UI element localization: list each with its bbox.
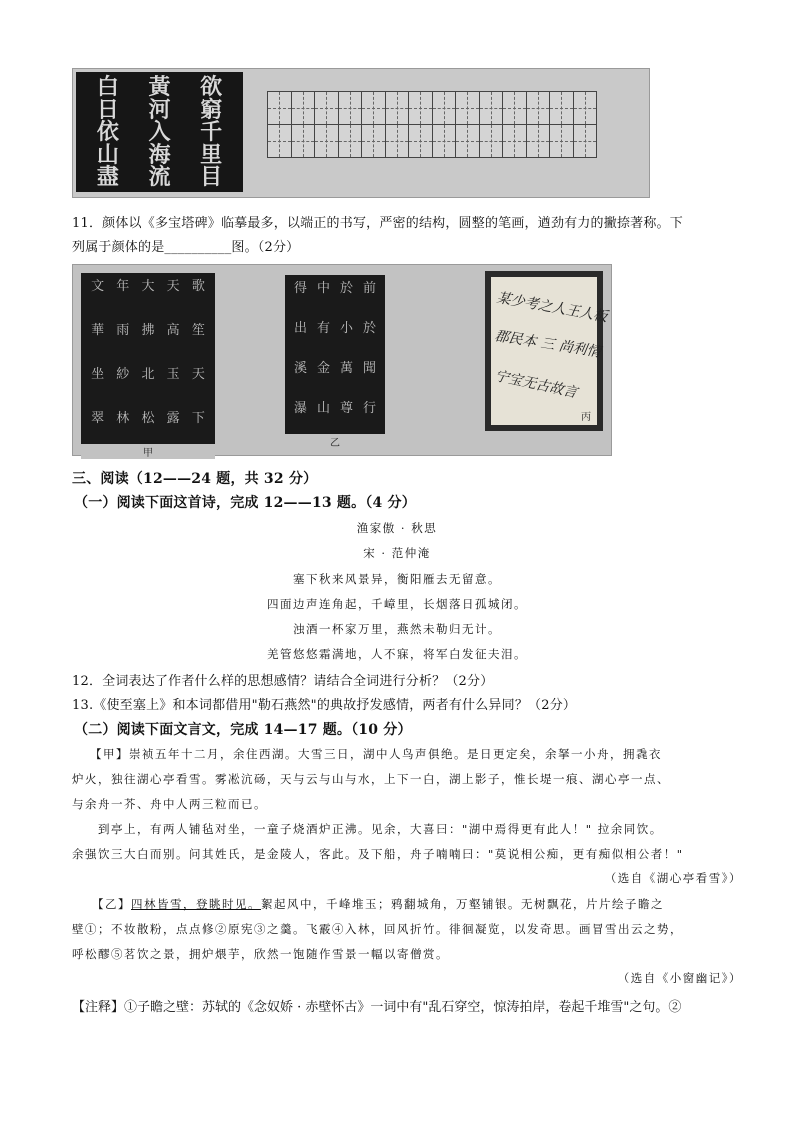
grid-cell <box>455 91 480 125</box>
glyph: 大 <box>141 279 155 294</box>
glyph: 千 <box>200 119 223 145</box>
grid-cell <box>408 124 433 158</box>
passage-yi-line: 壁①；不妆散粉，点点修②原宪③之羹。飞霰④入林，回风折竹。徘徊凝览，以发奇思。画冒雪出云之势， <box>72 922 683 936</box>
glyph: 高 <box>166 323 180 338</box>
grid-row <box>267 124 597 158</box>
glyph: 北 <box>141 367 155 382</box>
grid-cell <box>385 91 410 125</box>
grid-cell <box>408 91 433 125</box>
glyph: 天 <box>191 367 205 382</box>
glyph: 溪 <box>293 361 307 376</box>
glyph: 里 <box>200 141 223 168</box>
grid-cell <box>479 124 504 158</box>
glyph: 小 <box>339 321 353 336</box>
glyph: 林 <box>116 411 130 426</box>
passage-jia-line: 炉火，独往湖心亭看雪。雾凇沆砀，天与云与山与水，上下一白，湖上影子，惟长堤一痕、湖心亭一点、 <box>72 772 670 786</box>
grid-cell <box>267 91 292 125</box>
script-line: 某少考之人王人板 <box>495 290 609 326</box>
grid-cell <box>526 91 551 125</box>
calligraphy-samples-photo <box>72 264 612 459</box>
grid-cell <box>314 124 339 158</box>
calligraphy-practice-photo <box>72 68 650 198</box>
sample-column <box>294 281 307 417</box>
passage-jia-source: （选自《湖心亭看雪》） <box>604 871 742 885</box>
passage-jia-line: 【甲】崇祯五年十二月，余住西湖。大雪三日，湖中人鸟声俱绝。是日更定矣，余拏一小舟，拥毳衣 <box>90 747 662 761</box>
glyph: 年 <box>116 279 130 294</box>
sample-label-bing: 丙 <box>581 412 591 423</box>
sample-jia <box>81 273 215 459</box>
glyph: 松 <box>141 411 155 426</box>
sample-yi <box>285 275 385 449</box>
glyph: 目 <box>200 164 223 190</box>
glyph: 入 <box>148 119 171 145</box>
glyph: 文 <box>91 279 105 294</box>
glyph: 華 <box>91 323 105 338</box>
glyph: 得 <box>293 281 307 296</box>
grid-cell <box>361 124 386 158</box>
glyph: 萬 <box>339 361 353 376</box>
sample-label-jia: 甲 <box>81 444 215 459</box>
grid-cell <box>455 124 480 158</box>
grid-cell <box>361 91 386 125</box>
grid-cell <box>314 91 339 125</box>
glyph: 白 <box>96 74 119 100</box>
sample-column <box>91 279 104 427</box>
glyph: 海 <box>148 141 171 168</box>
poem-line: 四面边声连角起，千嶂里，长烟落日孤城闭。 <box>267 597 527 611</box>
glyph: 笙 <box>191 323 205 338</box>
grid-cell <box>385 124 410 158</box>
passage-yi-line1-rest: 絮起风中，千峰堆玉；鸦翻城角，万壑铺银。无树飘花，片片绘子瞻之 <box>261 897 664 911</box>
sample-bing <box>485 271 609 431</box>
glyph: 紗 <box>116 367 130 382</box>
grid-cell <box>338 91 363 125</box>
question-11-line2: 列属于颜体的是__________图。（2分） <box>72 240 300 255</box>
passage-jia-line: 余强饮三大白而别。问其姓氏，是金陵人，客此。及下船，舟子喃喃曰："莫说相公痴，更有痴似相公者！" <box>72 847 684 861</box>
grid-cell <box>479 91 504 125</box>
sample-label-yi: 乙 <box>285 434 385 449</box>
glyph: 下 <box>191 411 205 426</box>
glyph: 於 <box>362 321 376 336</box>
glyph: 出 <box>293 321 307 336</box>
grid-cell <box>502 124 527 158</box>
subsection-1-heading: （一）阅读下面这首诗，完成 12——13 题。（4 分） <box>74 495 416 511</box>
grid-cell <box>573 91 598 125</box>
glyph: 依 <box>96 119 119 145</box>
glyph: 翠 <box>91 411 105 426</box>
glyph: 天 <box>166 279 180 294</box>
glyph: 露 <box>166 411 180 426</box>
glyph: 中 <box>316 281 330 296</box>
script-line: 宁宝无古故言 <box>493 368 579 402</box>
glyph: 盡 <box>96 164 119 190</box>
glyph: 坐 <box>91 367 105 382</box>
grid-cell <box>338 124 363 158</box>
glyph: 瀑 <box>293 401 307 416</box>
glyph: 欲 <box>200 74 223 100</box>
grid-cell <box>502 91 527 125</box>
grid-cell <box>267 124 292 158</box>
glyph: 山 <box>96 141 119 168</box>
annotation-note: 【注释】①子瞻之壁：苏轼的《念奴娇 · 赤壁怀古》一词中有"乱石穿空，惊涛拍岸，卷起千堆雪"之句。② <box>72 1000 682 1015</box>
glyph: 玉 <box>166 367 180 382</box>
glyph: 流 <box>148 164 171 190</box>
question-12: 12．全词表达了作者什么样的思想感情？请结合全词进行分析？（2分） <box>72 674 494 689</box>
passage-yi-line: 呼松醪⑤茗饮之景，拥炉煨芋，欣然一饱随作雪景一幅以寄僧赏。 <box>72 947 449 961</box>
passage-yi-prefix: 【乙】 <box>92 897 131 911</box>
glyph: 有 <box>316 321 330 336</box>
rubbing-column <box>97 76 119 188</box>
question-11-line1: 11．颜体以《多宝塔碑》临摹最多，以端正的书写，严密的结构，圆整的笔画，遒劲有力的撇捺著称。下 <box>72 216 683 231</box>
glyph: 金 <box>316 361 330 376</box>
glyph: 日 <box>96 96 119 123</box>
sample-column <box>363 281 376 417</box>
sample-column <box>141 279 154 427</box>
grid-cell <box>291 124 316 158</box>
writing-grid <box>267 91 597 158</box>
sample-column <box>116 279 129 427</box>
subsection-2-heading: （二）阅读下面文言文，完成 14—17 题。（10 分） <box>74 722 412 738</box>
grid-row <box>267 91 597 125</box>
glyph: 山 <box>316 401 330 416</box>
passage-jia-line: 与余舟一芥、舟中人两三粒而已。 <box>72 797 267 811</box>
passage-jia-line: 到亭上，有两人铺毡对坐，一童子烧酒炉正沸。见余，大喜曰："湖中焉得更有此人！" 拉余同饮。 <box>98 822 663 836</box>
poem-line: 羌管悠悠霜满地，人不寐，将军白发征夫泪。 <box>267 647 527 661</box>
glyph: 尊 <box>339 401 353 416</box>
passage-yi-line1 <box>92 896 664 912</box>
passage-yi-underlined: 四林皆雪，登眺时见。 <box>131 897 261 911</box>
glyph: 窮 <box>200 96 223 123</box>
poem-line: 塞下秋来风景异，衡阳雁去无留意。 <box>293 572 501 586</box>
grid-cell <box>526 124 551 158</box>
rubbing-image <box>76 72 243 192</box>
glyph: 行 <box>362 401 376 416</box>
poem-author: 宋 · 范仲淹 <box>363 546 431 560</box>
poem-title: 渔家傲 · 秋思 <box>356 521 438 535</box>
glyph: 聞 <box>362 361 376 376</box>
grid-cell <box>291 91 316 125</box>
passage-yi-source: （选自《小窗幽记》） <box>617 971 742 985</box>
glyph: 黃 <box>148 74 171 100</box>
glyph: 拂 <box>141 323 155 338</box>
glyph: 河 <box>148 96 171 123</box>
rubbing-column <box>200 76 222 188</box>
grid-cell <box>549 91 574 125</box>
question-13: 13.《使至塞上》和本词都借用"勒石燕然"的典故抒发感情，两者有什么异同？（2分） <box>72 698 577 713</box>
sample-column <box>340 281 353 417</box>
glyph: 於 <box>339 281 353 296</box>
glyph: 歌 <box>191 279 205 294</box>
grid-cell <box>573 124 598 158</box>
sample-column <box>167 279 180 427</box>
glyph: 前 <box>362 281 376 296</box>
sample-column <box>192 279 205 427</box>
grid-cell <box>549 124 574 158</box>
rubbing-column <box>148 76 170 188</box>
glyph: 雨 <box>116 323 130 338</box>
script-line: 郡民本 三 尚利情 <box>493 328 602 361</box>
sample-column <box>317 281 330 417</box>
section-heading: 三、阅读（12——24 题，共 32 分） <box>72 471 318 487</box>
poem-line: 浊酒一杯家万里，燕然未勒归无计。 <box>293 622 501 636</box>
grid-cell <box>432 91 457 125</box>
grid-cell <box>432 124 457 158</box>
